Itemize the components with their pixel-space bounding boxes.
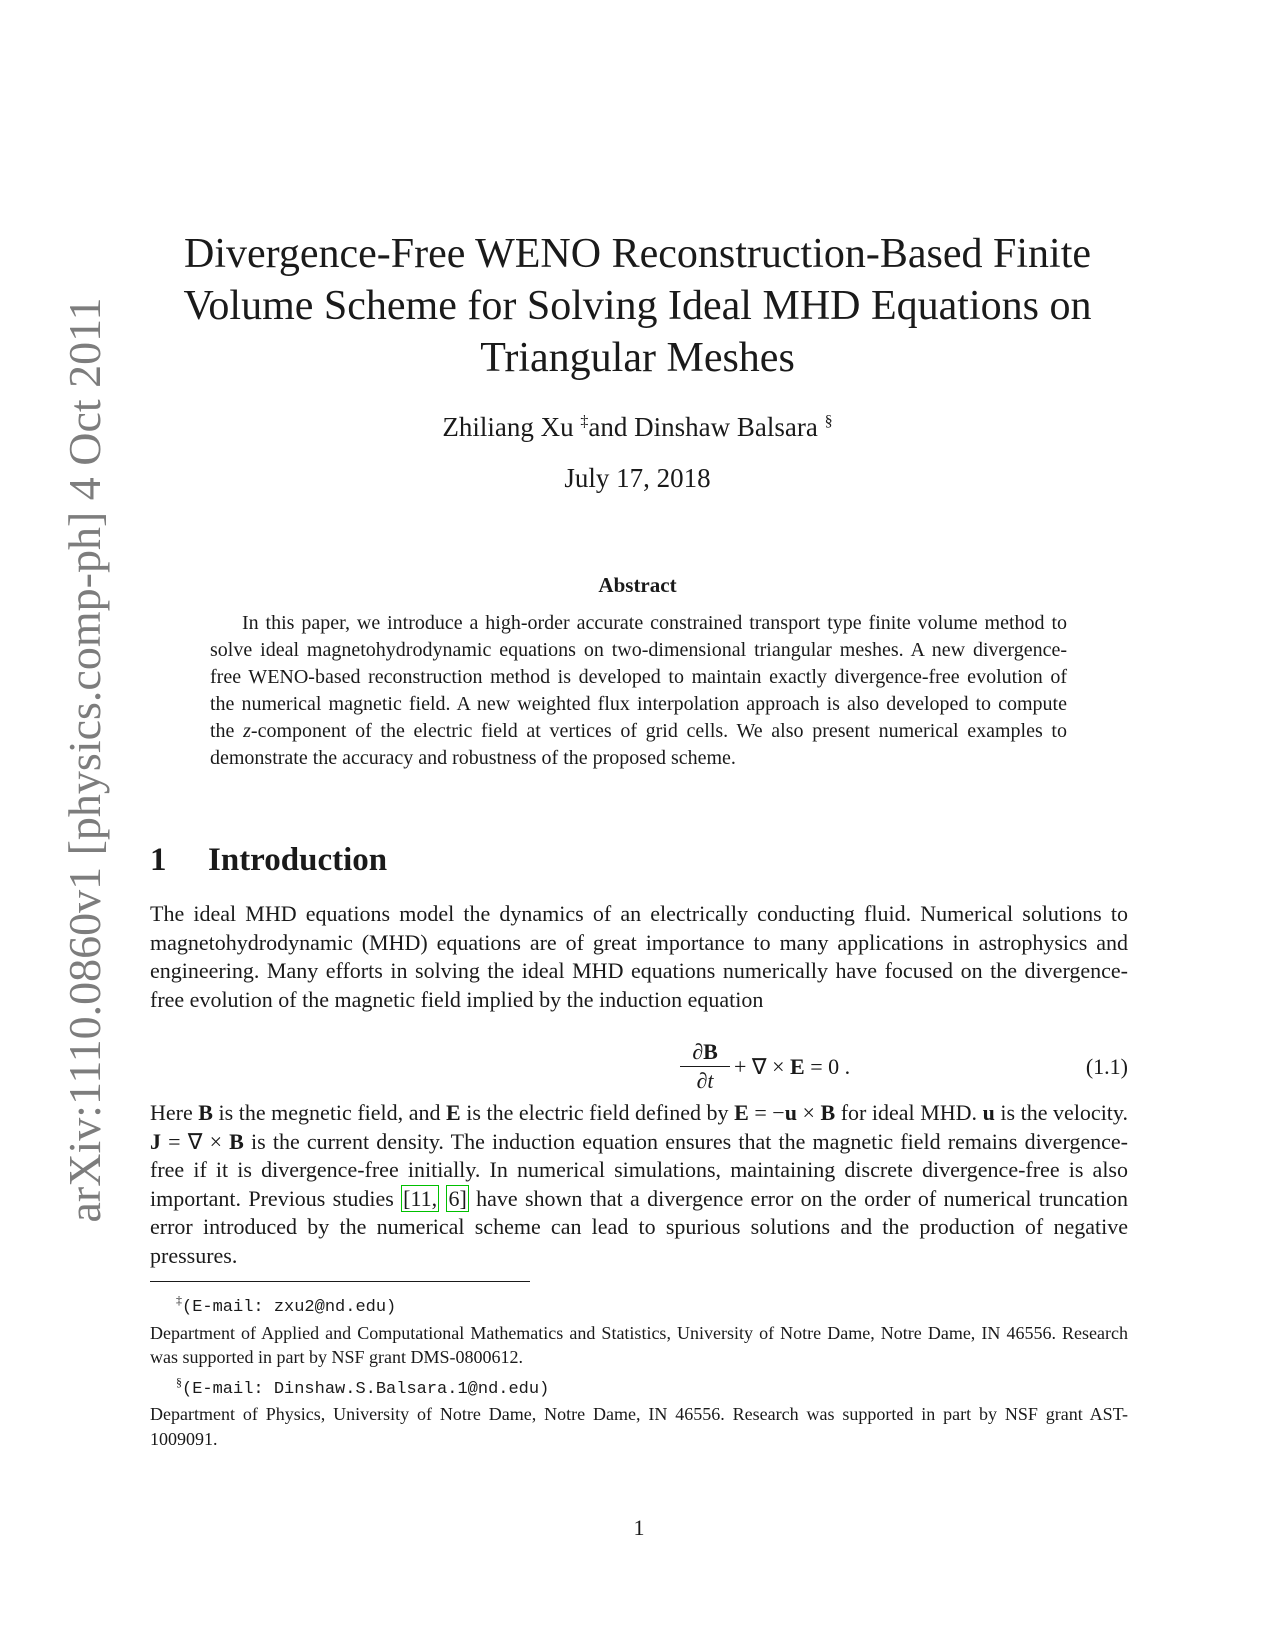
author-name: and Dinshaw Balsara bbox=[588, 412, 818, 442]
abstract-text bbox=[210, 610, 1067, 772]
footnote-mark: ‡ bbox=[176, 1293, 182, 1307]
equation-number: (1.1) bbox=[1085, 1054, 1128, 1079]
title-line-2: Volume Scheme for Solving Ideal MHD Equations on bbox=[183, 283, 1092, 329]
equation-part: + ∇ × bbox=[734, 1054, 791, 1079]
text-run: is the velocity. bbox=[994, 1100, 1128, 1125]
symbol-u: u bbox=[784, 1100, 797, 1125]
abstract-heading: Abstract bbox=[598, 573, 677, 597]
paper-date: July 17, 2018 bbox=[564, 463, 711, 493]
section-title: Introduction bbox=[208, 842, 388, 878]
footnote-1-text: Department of Applied and Computational Mathematics and Statistics, University of Notre Dame, Notre Dame, IN 46556. Research was supported in part by NSF grant DMS-0800612. bbox=[150, 1322, 1128, 1367]
citation-link-6[interactable]: 6] bbox=[448, 1185, 467, 1211]
text-run: for ideal MHD. bbox=[835, 1100, 983, 1125]
arxiv-identifier: arXiv:1110.0860v1 [physics.comp-ph] 4 Oct 2011 bbox=[59, 297, 110, 1223]
footnote-divider bbox=[150, 1281, 530, 1282]
text-run: is the megnetic field, and bbox=[212, 1100, 447, 1125]
symbol-B: B bbox=[198, 1100, 213, 1125]
email-prefix: (E-mail: bbox=[182, 1298, 274, 1317]
footnote-2-text: Department of Physics, University of Notre Dame, Notre Dame, IN 46556. Research was supported in part by NSF grant AST-1009091. bbox=[150, 1404, 1128, 1449]
equation-body bbox=[734, 1054, 850, 1080]
footnote-1-email bbox=[150, 1288, 1128, 1321]
author-name: Zhiliang Xu bbox=[442, 412, 574, 442]
title-line-1: Divergence-Free WENO Reconstruction-Based Finite bbox=[183, 231, 1092, 277]
footnote-mark: § bbox=[176, 1374, 182, 1389]
email-address: Dinshaw.S.Balsara.1@nd.edu bbox=[273, 1379, 540, 1399]
page-number: 1 bbox=[633, 1515, 645, 1540]
text-run: have shown that a divergence error on the order of numerical truncation error introduced by the numerical scheme can lead to spurious solutions and the production of negative pressures. bbox=[150, 1185, 1128, 1268]
symbol-J: J bbox=[150, 1128, 161, 1154]
title-line-3: Triangular Meshes bbox=[480, 335, 795, 381]
symbol-E: E bbox=[734, 1100, 749, 1125]
footnote-mark: § bbox=[824, 413, 833, 430]
section-heading bbox=[150, 838, 850, 882]
symbol-B: B bbox=[229, 1128, 244, 1154]
symbol-B: B bbox=[820, 1100, 836, 1125]
footnote-mark: ‡ bbox=[580, 413, 589, 430]
equation-1-1 bbox=[150, 1038, 1128, 1100]
abstract-text-part: In this paper, we introduce a high-order accurate constrained transport type finite volume method to solve ideal magnetohydrodynamic equations on two-dimensional triangular meshes. A new divergence-free WENO-based reconstruction method is developed to maintain exactly divergence-free evolution of the numerical magnetic field. A new weighted flux interpolation approach is also developed to compute the bbox=[210, 612, 1067, 742]
symbol-u: u bbox=[982, 1100, 995, 1125]
email-prefix: (E-mail: bbox=[182, 1379, 274, 1399]
author-list bbox=[150, 404, 1125, 445]
citation-link-11[interactable]: [11, bbox=[403, 1185, 438, 1211]
intro-paragraph-1: The ideal MHD equations model the dynamics of an electrically conducting fluid. Numerical solutions to magnetohydrodynamic (MHD) equations are of great importance to many applications in astrophysics and engineering. Many efforts in solving the ideal MHD equations numerically have focused on the divergence-free evolution of the magnetic field implied by the induction equation bbox=[150, 901, 1128, 1012]
text-run: is the electric field defined by bbox=[460, 1100, 735, 1125]
footnotes bbox=[150, 1288, 1128, 1451]
intro-paragraph-2 bbox=[150, 1099, 1128, 1271]
equation-symbol: E bbox=[790, 1054, 805, 1079]
fraction-denominator: ∂t bbox=[696, 1068, 714, 1093]
text-run: = ∇ × bbox=[161, 1128, 230, 1154]
text-run: = − bbox=[748, 1100, 785, 1125]
section-number: 1 bbox=[150, 842, 167, 878]
email-address: zxu2@nd.edu bbox=[273, 1298, 387, 1317]
z-symbol: z bbox=[243, 720, 251, 742]
email-suffix: ) bbox=[539, 1379, 550, 1399]
fraction bbox=[680, 1038, 730, 1095]
symbol-E: E bbox=[446, 1100, 461, 1125]
text-run: Here bbox=[150, 1100, 199, 1125]
fraction-numerator: ∂B bbox=[680, 1038, 730, 1067]
text-run: × bbox=[796, 1100, 821, 1125]
equation-part: = 0 . bbox=[804, 1054, 851, 1079]
footnote-2-email bbox=[150, 1370, 1128, 1403]
text-run: is the current density. The induction equation ensures that the magnetic field remains divergence-free if it is divergence-free initially. In numerical simulations, maintaining discrete divergence-free is also important. Previous studies bbox=[150, 1128, 1128, 1211]
email-suffix: ) bbox=[386, 1298, 397, 1317]
abstract-text-part: -component of the electric field at vertices of grid cells. We also present numerical examples to demonstrate the accuracy and robustness of the proposed scheme. bbox=[210, 720, 1067, 769]
paper-title bbox=[150, 228, 1125, 384]
